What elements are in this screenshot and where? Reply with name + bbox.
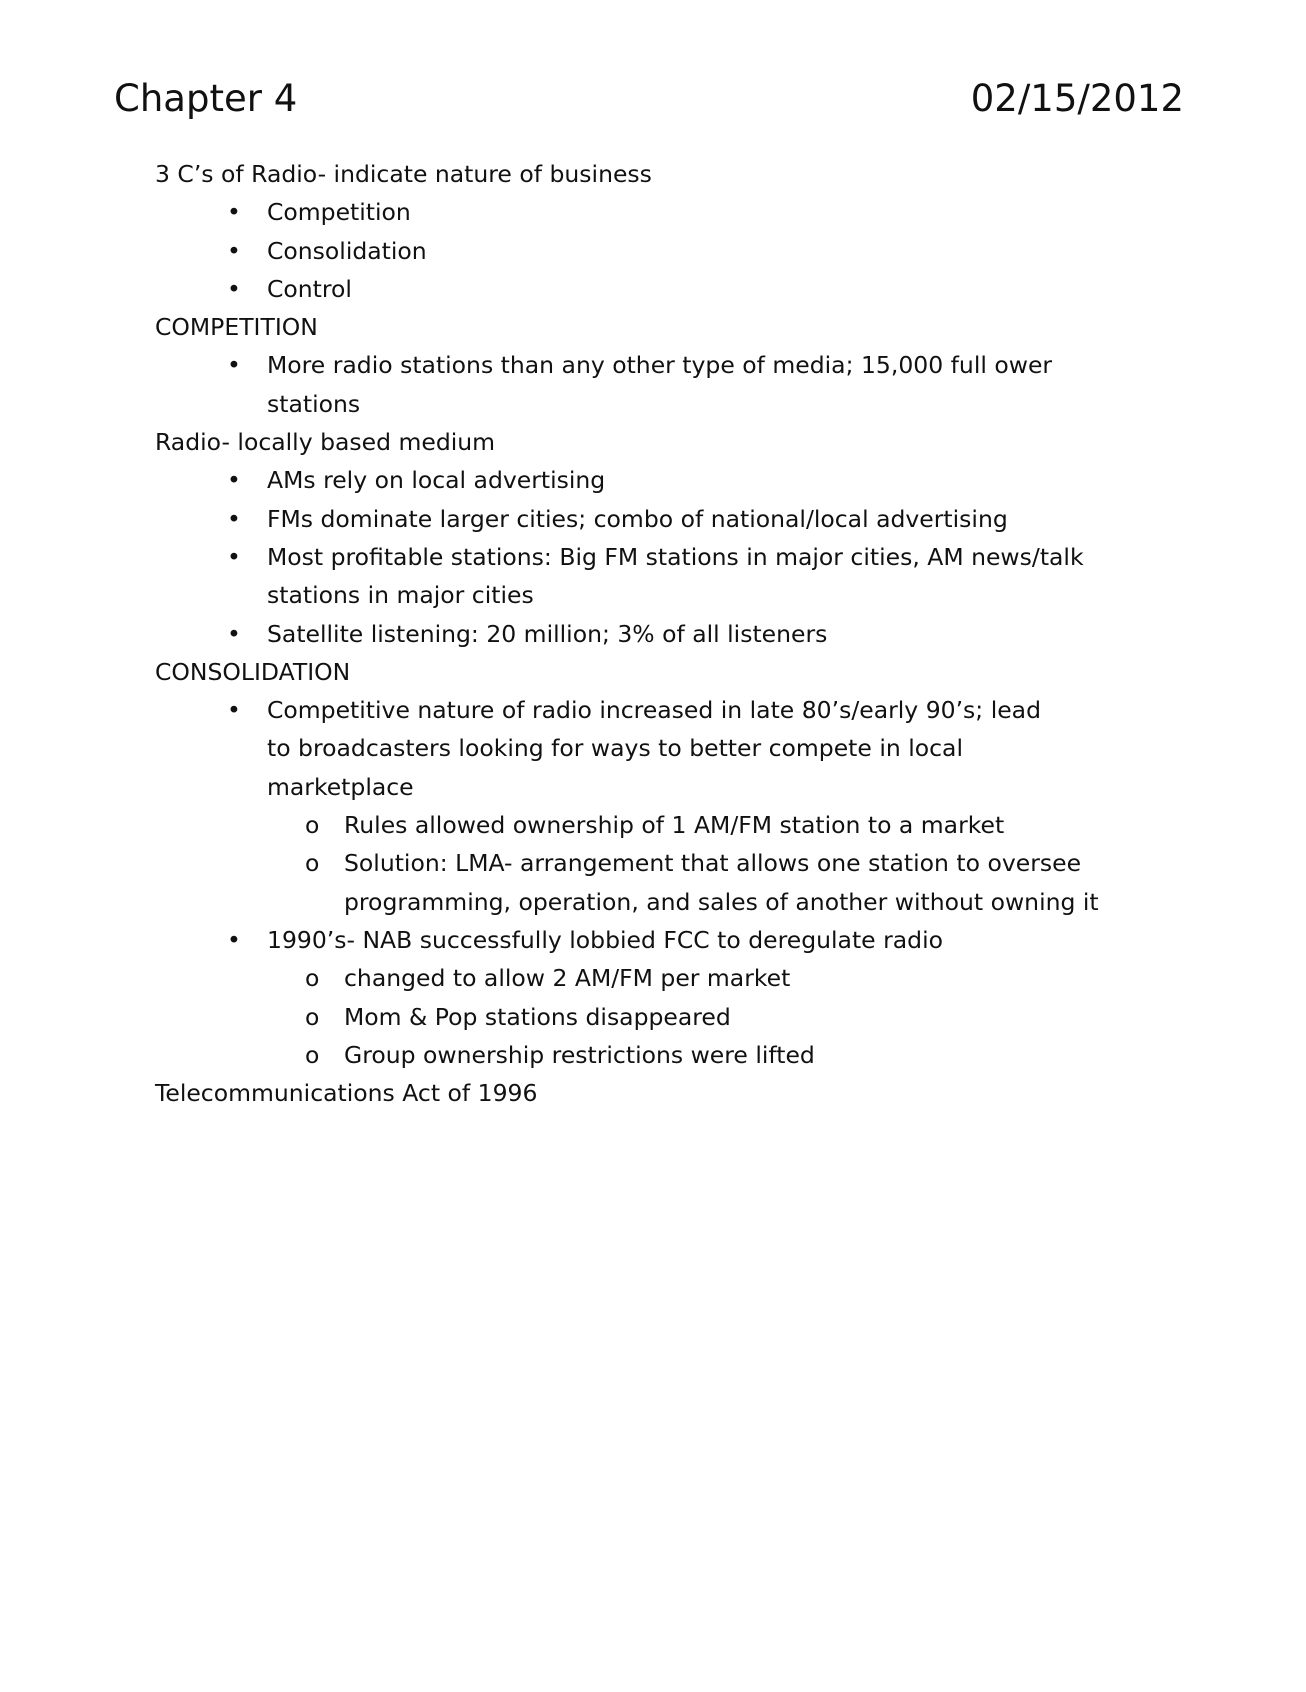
sub-list-item-text: Rules allowed ownership of 1 AM/FM station to a market bbox=[344, 811, 1005, 840]
list-item bbox=[155, 538, 1087, 615]
sub-list-item bbox=[155, 998, 1155, 1036]
intro-line: 3 C’s of Radio- indicate nature of business bbox=[155, 160, 652, 188]
sub-list-item bbox=[155, 806, 1155, 844]
list-item bbox=[155, 232, 1155, 270]
bullet-marker: • bbox=[227, 542, 241, 571]
sub-bullet-marker: o bbox=[305, 1002, 320, 1031]
list-item-text: Control bbox=[267, 274, 352, 303]
sub-list-item-text: Mom & Pop stations disappeared bbox=[344, 1002, 731, 1031]
sub-list-item bbox=[155, 1036, 1155, 1074]
list-item bbox=[155, 270, 1155, 308]
page-date: 02/15/2012 bbox=[970, 77, 1184, 120]
list-item-text: Consolidation bbox=[267, 236, 427, 265]
list-item bbox=[155, 193, 1155, 231]
bullet-marker: • bbox=[227, 619, 241, 648]
list-item-text: More radio stations than any other type of media; 15,000 full ower stations bbox=[267, 351, 1053, 418]
list-item-text: Competitive nature of radio increased in late 80’s/early 90’s; lead to broadcasters looking for ways to better compete in local marketplace bbox=[267, 696, 1041, 801]
bullet-marker: • bbox=[227, 466, 241, 495]
sub-list-item bbox=[155, 844, 1149, 921]
sub-bullet-marker: o bbox=[305, 849, 320, 878]
list-item-text: FMs dominate larger cities; combo of national/local advertising bbox=[267, 504, 1008, 533]
bullet-marker: • bbox=[227, 274, 241, 303]
sub-bullet-marker: o bbox=[305, 811, 320, 840]
list-item-text: 1990’s- NAB successfully lobbied FCC to deregulate radio bbox=[267, 925, 943, 954]
list-item bbox=[155, 346, 1147, 423]
page-title: Chapter 4 bbox=[114, 77, 298, 120]
page-header bbox=[114, 74, 1184, 124]
section-heading-radio-local: Radio- locally based medium bbox=[155, 428, 496, 457]
list-item-text: Satellite listening: 20 million; 3% of all listeners bbox=[267, 619, 828, 648]
list-item-text: Most profitable stations: Big FM stations in major cities, AM news/talk stations in major cities bbox=[267, 542, 1084, 610]
sub-bullet-marker: o bbox=[305, 964, 320, 993]
list-item bbox=[155, 461, 1155, 499]
bullet-marker: • bbox=[227, 198, 241, 227]
sub-list-item-text: Solution: LMA- arrangement that allows one station to oversee programming, operation, and sales of another without owning it bbox=[344, 849, 1099, 916]
bullet-marker: • bbox=[227, 925, 241, 954]
bullet-marker: • bbox=[227, 236, 241, 265]
bullet-marker: • bbox=[227, 696, 241, 725]
list-item-text: Competition bbox=[267, 198, 411, 227]
list-item-text: AMs rely on local advertising bbox=[267, 466, 606, 495]
notes-content bbox=[155, 155, 1155, 1112]
sub-bullet-marker: o bbox=[305, 1040, 320, 1069]
bullet-marker: • bbox=[227, 504, 241, 533]
list-item bbox=[155, 691, 1047, 806]
section-heading-competition: COMPETITION bbox=[155, 313, 318, 342]
bullet-marker: • bbox=[227, 351, 241, 380]
section-heading-telecom: Telecommunications Act of 1996 bbox=[155, 1079, 538, 1108]
sub-list-item-text: changed to allow 2 AM/FM per market bbox=[344, 964, 791, 993]
list-item bbox=[155, 500, 1155, 538]
sub-list-item bbox=[155, 959, 1155, 997]
section-heading-consolidation: CONSOLIDATION bbox=[155, 657, 351, 686]
sub-list-item-text: Group ownership restrictions were lifted bbox=[344, 1040, 815, 1069]
list-item bbox=[155, 615, 1155, 653]
list-item bbox=[155, 921, 1155, 959]
